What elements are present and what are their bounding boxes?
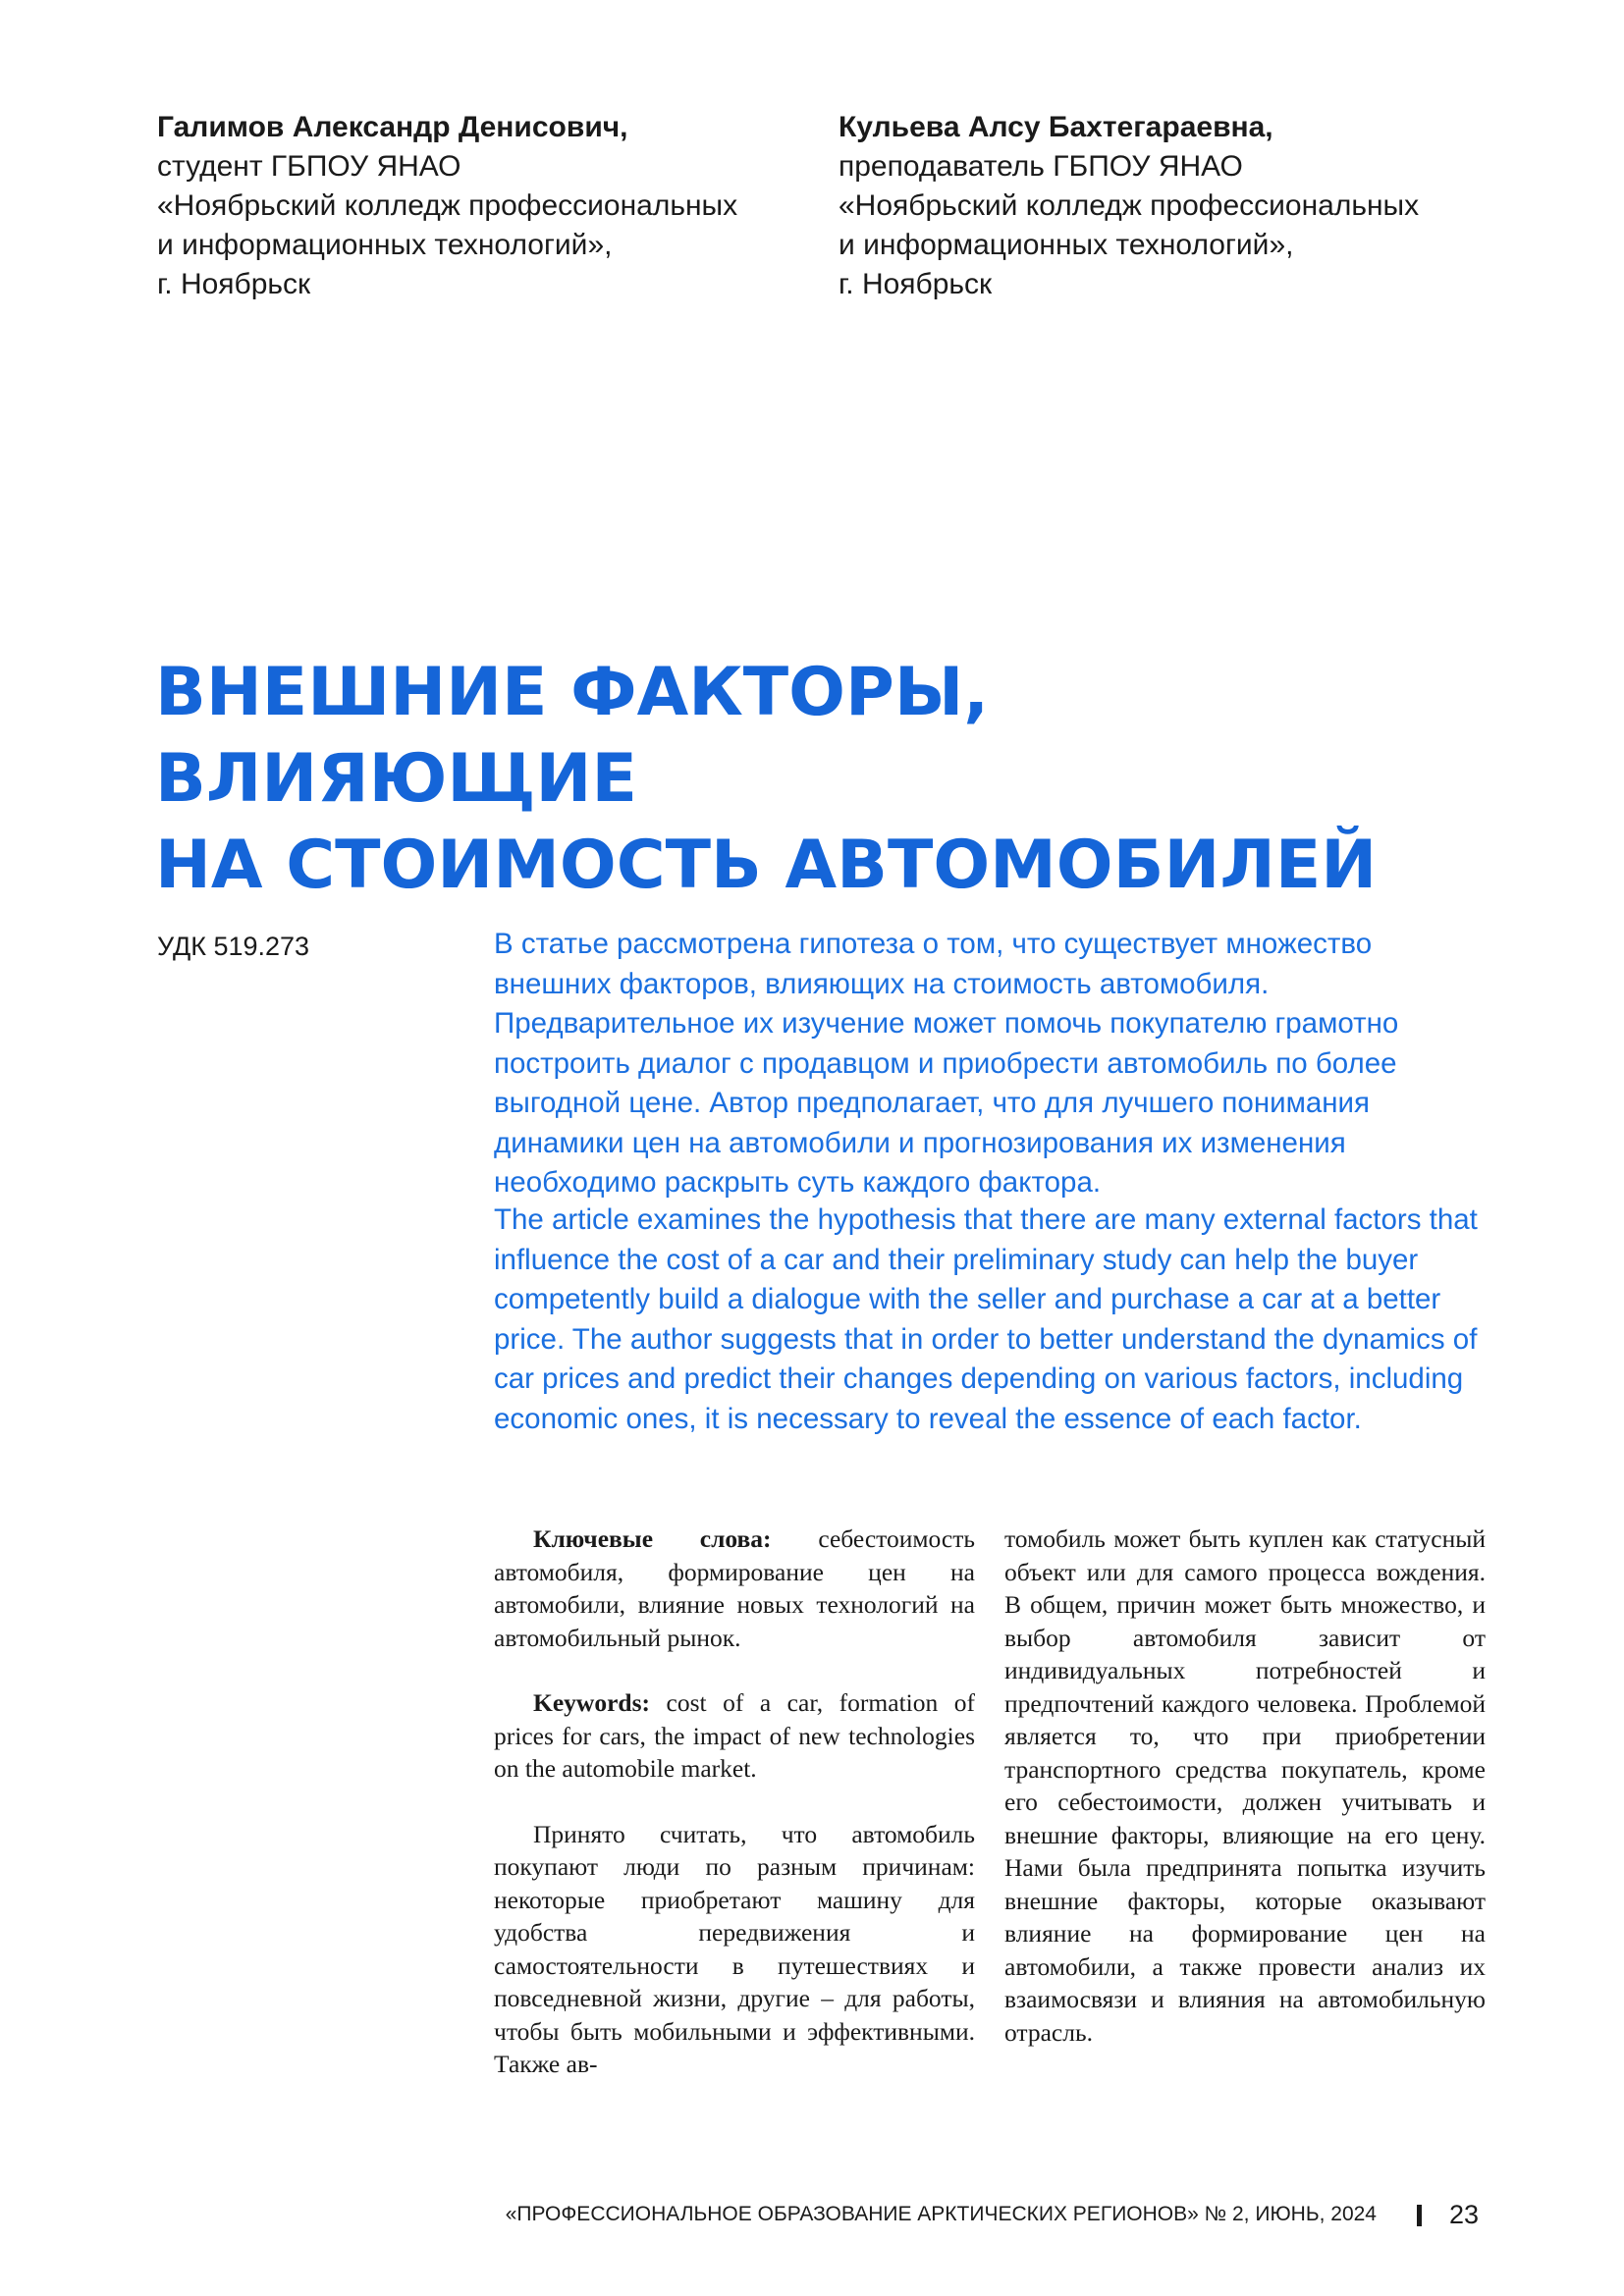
udc-code: УДК 519.273 — [157, 932, 310, 961]
author-2 — [839, 108, 1447, 304]
author-1-affiliation-line-2: и информационных технологий», — [157, 229, 613, 261]
keywords-russian-text: себестоимость автомобиля, формирование цен на автомобили, влияние новых технологий на автомобильный рынок. — [494, 1524, 975, 1652]
article-title-line-1: ВНЕШНИЕ ФАКТОРЫ, ВЛИЯЮЩИЕ — [155, 654, 990, 818]
author-1 — [157, 108, 766, 304]
author-1-city: г. Ноябрьск — [157, 268, 311, 300]
author-1-name: Галимов Александр Денисович, — [157, 111, 628, 143]
footer-divider — [1417, 2205, 1422, 2226]
author-2-affiliation-line-2: и информационных технологий», — [839, 229, 1294, 261]
author-1-affiliation-line-1: «Ноябрьский колледж профессиональных — [157, 189, 738, 222]
keywords-english — [494, 1686, 975, 1786]
body-column-right — [1004, 1522, 1486, 2049]
body-column-left — [494, 1522, 975, 2081]
abstract-english: The article examines the hypothesis that there are many external factors that influence the cost of a car and their preliminary study can help the buyer competently build a dialogue with the seller and purchase a car at a better price. The author suggests that in order to better understand the dynamics of car prices and predict their changes depending on various factors, including economic ones, it is necessary to reveal the essence of each factor. — [494, 1203, 1478, 1435]
keywords-english-text: cost of a car, formation of prices for cars, the impact of new technologies on the automobile market. — [494, 1688, 975, 1783]
keywords-russian-label: Ключевые слова: — [533, 1524, 772, 1553]
article-title — [155, 650, 1432, 909]
body-paragraph-1-start: Принято считать, что автомобиль покупают люди по разным причинам: некоторые приобретают машину для удобства передвижения и самостоятельности в путешествиях и повседневной жизни, другие – для работы, чтобы быть мобильными и эффективными. Также ав- — [494, 1819, 975, 2078]
author-2-position: преподаватель ГБПОУ ЯНАО — [839, 150, 1243, 183]
keywords-russian — [494, 1522, 975, 1654]
journal-name: «ПРОФЕССИОНАЛЬНОЕ ОБРАЗОВАНИЕ АРКТИЧЕСКИХ РЕГИОНОВ» № 2, ИЮНЬ, 2024 — [505, 2203, 1377, 2225]
page-footer — [505, 2195, 1479, 2234]
authors-block — [157, 108, 1467, 314]
abstract-russian: В статье рассмотрена гипотеза о том, что существует множество внешних факторов, влияющих на стоимость автомобиля. Предварительное их изучение может помочь покупателю грамотно построить диалог с продавцом и приобрести автомобиль по более выгодной цене. Автор предполагает, что для лучшего понимания динамики цен на автомобили и прогнозирования их изменения необходимо раскрыть суть каждого фактора. — [494, 928, 1399, 1199]
article-title-line-2: НА СТОИМОСТЬ АВТОМОБИЛЕЙ — [155, 827, 1378, 904]
keywords-english-label: Keywords: — [533, 1688, 650, 1717]
author-2-affiliation-line-1: «Ноябрьский колледж профессиональных — [839, 189, 1420, 222]
author-2-city: г. Ноябрьск — [839, 268, 993, 300]
body-paragraph-1-end: томобиль может быть куплен как статусный объект или для самого процесса вождения. В общем, причин может быть множество, и выбор автомобиля зависит от индивидуальных потребностей и предпочтений каждого человека. Проблемой является то, что при приобретении транспортного средства покупатель, кроме его себестоимости, должен учитывать и внешние факторы, влияющие на его цену. Нами была предпринята попытка изучить внешние факторы, которые оказывают влияние на формирование цен на автомобили, а также провести анализ их взаимосвязи и влияния на автомобильную отрасль. — [1004, 1524, 1486, 2047]
page-number: 23 — [1448, 2200, 1479, 2229]
author-1-position: студент ГБПОУ ЯНАО — [157, 150, 461, 183]
author-2-name: Кульева Алсу Бахтегараевна, — [839, 111, 1273, 143]
